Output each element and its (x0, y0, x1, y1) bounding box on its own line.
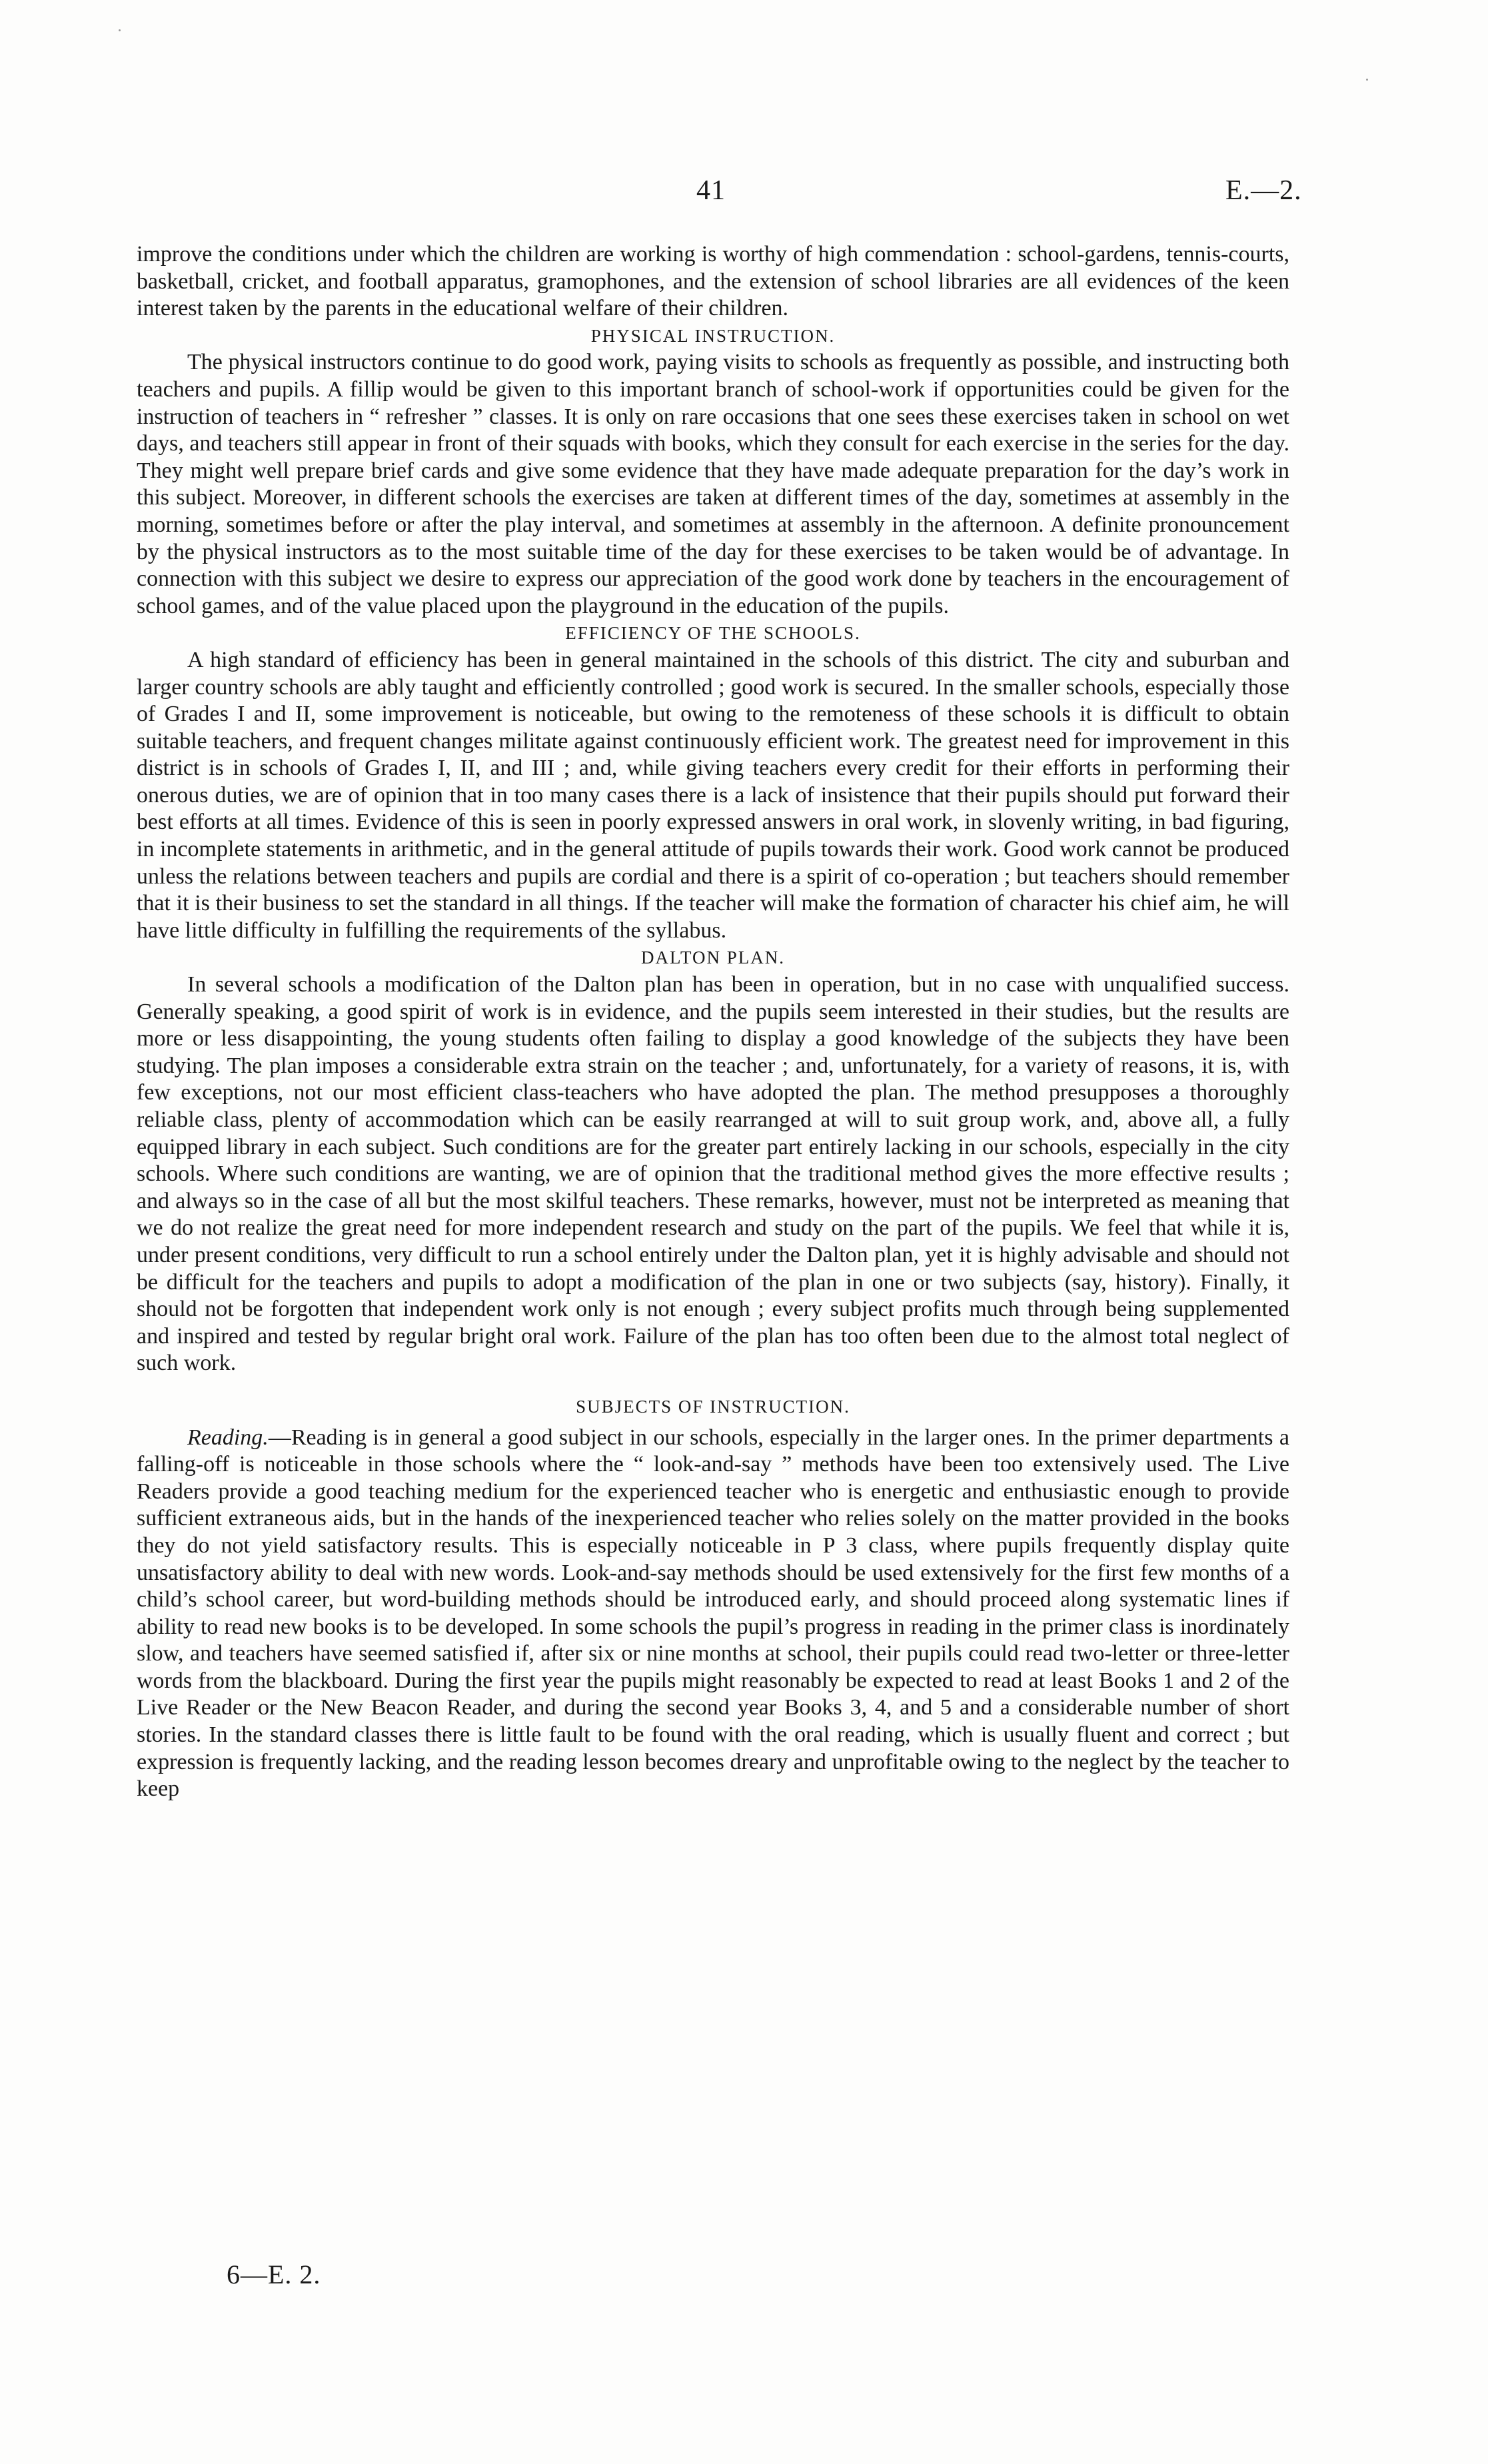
paragraph-continuation: improve the conditions under which the children are working is worthy of high commendation : school-gardens, tennis-courts, basketball, cricket, and football apparatus, gramophones, and the extension of school libraries are all evidences of the keen interest taken by the parents in the educational welfare of their children. (137, 242, 1289, 321)
scan-speck (119, 29, 121, 31)
body-text (137, 241, 1289, 1803)
paragraph-physical-instruction: The physical instructors continue to do good work, paying visits to schools as frequently as possible, and instructing both teachers and pupils. A fillip would be given to this important branch of school-work if opportunities could be given for the instruction of teachers in “ refresher ” classes. It is only on rare occasions that one sees these exercises taken in school on wet days, and teachers still appear in front of their squads with books, which they consult for each exercise in the series for the day. They might well prepare brief cards and give some evidence that they have made adequate preparation for the day’s work in this subject. Moreover, in different schools the exercises are taken at different times of the day, sometimes at assembly in the morning, sometimes before or after the play interval, and sometimes at assembly in the afternoon. A definite pronouncement by the physical instructors as to the most suitable time of the day for these exercises to be taken would be of advantage. In connection with this subject we desire to express our appreciation of the good work done by teachers in the encouragement of school games, and of the value placed upon the playground in the education of the pupils. (137, 350, 1289, 618)
paragraph-efficiency-of-schools: A high standard of efficiency has been in general maintained in the schools of this district. The city and suburban and larger country schools are ably taught and efficiently controlled ; good work is secured. In the smaller schools, especially those of Grades I and II, some improvement is noticeable, but owing to the remoteness of these schools it is difficult to obtain suitable teachers, and frequent changes militate against continuously efficient work. The greatest need for improvement in this district is in schools of Grades I, II, and III ; and, while giving teachers every credit for their efforts in performing their onerous duties, we are of opinion that in too many cases there is a lack of insistence that their pupils should put forward their best efforts at all times. Evidence of this is seen in poorly expressed answers in oral work, in slovenly writing, in bad figuring, in incomplete statements in arithmetic, and in the general attitude of pupils towards their work. Good work cannot be produced unless the relations between teachers and pupils are cordial and there is a spirit of co-operation ; but teachers should remember that it is their business to set the standard in all things. If the teacher will make the formation of character his chief aim, he will have little difficulty in fulfilling the requirements of the syllabus. (137, 647, 1289, 943)
page-reference: E.—2. (1225, 175, 1302, 206)
heading-subjects-of-instruction: SUBJECTS OF INSTRUCTION. (576, 1396, 850, 1417)
heading-dalton-plan: DALTON PLAN. (640, 947, 786, 968)
paragraph-reading-text: —Reading is in general a good subject in our schools, especially in the larger ones. In the primer departments a falling-off is noticeable in those schools where the “ look-and-say ” methods have been too extensively used. The Live Readers provide a good teaching medium for the experienced teacher who is energetic and enthusiastic enough to provide sufficient extraneous aids, but in the hands of the inexperienced teacher who relies solely on the matter provided in the books they do not yield satisfactory results. This is especially noticeable in P 3 class, where pupils frequently display quite unsatisfactory ability to deal with new words. Look-and-say methods should be used extensively for the first few months of a child’s school career, but word-building methods should be introduced early, and should proceed along systematic lines if ability to read new books is to be developed. In some schools the pupil’s progress in reading in the primer class is inordinately slow, and teachers have seemed satisfied if, after six or nine months at school, their pupils could read two-letter or three-letter words from the blackboard. During the first year the pupils might reasonably be expected to read at least Books 1 and 2 of the Live Reader or the New Beacon Reader, and during the second year Books 3, 4, and 5 and a considerable number of short stories. In the standard classes there is little fault to be found with the oral reading, which is usually fluent and correct ; but expression is frequently lacking, and the reading lesson becomes dreary and unprofitable owing to the neglect by the teacher to keep (137, 1425, 1289, 1802)
run-in-heading-reading: Reading. (187, 1425, 269, 1450)
scan-speck (1366, 79, 1368, 81)
page-number: 41 (696, 175, 726, 206)
heading-efficiency-of-schools: EFFICIENCY OF THE SCHOOLS. (565, 623, 861, 644)
printer-signature-mark: 6—E. 2. (227, 2259, 321, 2289)
paragraph-reading (137, 1425, 1289, 1803)
heading-physical-instruction: PHYSICAL INSTRUCTION. (590, 325, 836, 346)
paragraph-dalton-plan: In several schools a modification of the Dalton plan has been in operation, but in no case with unqualified success. Generally speaking, a good spirit of work is in evidence, and the pupils seem interested in their studies, but the results are more or less disappointing, the young students often failing to display a good knowledge of the subjects they have been studying. The plan imposes a considerable extra strain on the teacher ; and, unfortunately, for a variety of reasons, it is, with few exceptions, not our most efficient class-teachers who have adopted the plan. The method presupposes a thoroughly reliable class, plenty of accommodation which can be easily rearranged at will to suit group work, and, above all, a fully equipped library in each subject. Such conditions are for the greater part entirely lacking in our schools, especially in the city schools. Where such conditions are wanting, we are of opinion that the traditional method gives the more effective results ; and always so in the case of all but the most skilful teachers. These remarks, however, must not be interpreted as meaning that we do not realize the great need for more independent research and study on the part of the pupils. We feel that while it is, under present conditions, very difficult to run a school entirely under the Dalton plan, yet it is highly advisable and should not be difficult for the teachers and pupils to adopt a modification of the plan in one or two subjects (say, history). Finally, it should not be forgotten that independent work only is not enough ; every subject profits much through being supplemented and inspired and tested by regular bright oral work. Failure of the plan has too often been due to the almost total neglect of such work. (137, 972, 1289, 1376)
